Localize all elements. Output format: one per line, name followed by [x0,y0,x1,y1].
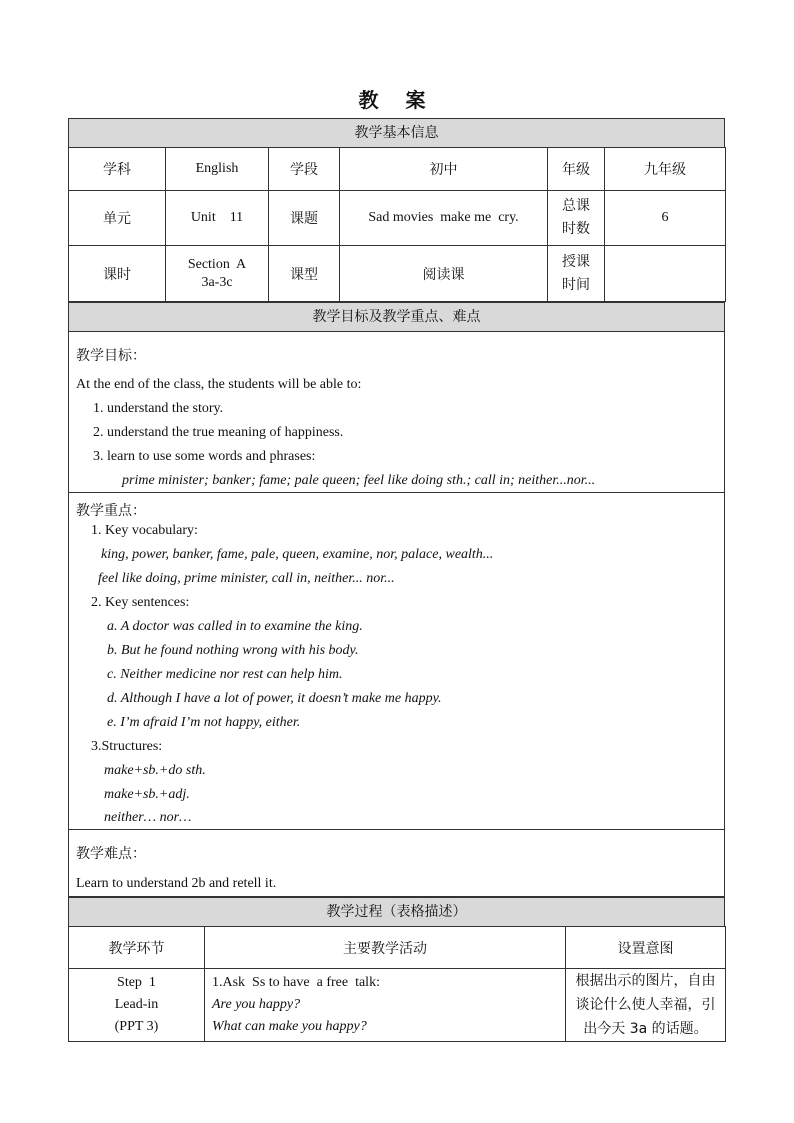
step-ppt: (PPT 3) [114,1019,159,1034]
stage-label: 学段 [269,148,340,191]
basic-info-header: 教学基本信息 [68,118,725,148]
topic-label: 课题 [269,191,340,246]
goal-item-2: 2. understand the true meaning of happiness. [93,425,344,440]
goal-label: 教学目标： [76,348,146,364]
total-hours-label [548,191,605,246]
unit-value: Unit 11 [166,191,269,246]
grade-label: 年级 [548,148,605,191]
total-hours-label-line2: 时数 [562,221,590,237]
goal-item-1: 1. understand the story. [93,401,224,416]
col-activity-header: 主要教学活动 [205,927,566,969]
activity-line-2: Are you happy? [212,997,301,1012]
topic-value: Sad movies make me cry. [340,191,548,246]
vocab-line-1: king, power, banker, fame, pale, queen, examine, nor, palace, wealth... [101,547,494,562]
difficulty-label: 教学难点： [76,846,146,862]
subject-label: 学科 [69,148,166,191]
step-cell [69,969,205,1042]
teaching-time-value [605,246,726,302]
activity-cell [205,969,566,1042]
structure-2: make+sb.+adj. [104,787,190,802]
structures-label: 3.Structures: [91,739,163,754]
objectives-section [68,331,725,493]
sentence-a: a. A doctor was called in to examine the king. [107,619,363,634]
lesson-type-value: 阅读课 [340,246,548,302]
subject-value: English [166,148,269,191]
key-points-label: 教学重点： [76,503,146,519]
sentences-label: 2. Key sentences: [91,595,190,610]
period-line2: 3a-3c [201,274,233,290]
step-name: Lead-in [114,997,159,1012]
total-hours-value: 6 [605,191,726,246]
key-points-section [68,492,725,830]
process-table [68,926,726,1042]
objectives-header: 教学目标及教学重点、难点 [68,302,725,332]
difficulty-section [68,829,725,897]
goal-intro: At the end of the class, the students will be able to: [76,377,362,392]
teaching-time-label [548,246,605,302]
step-number: Step 1 [117,975,156,990]
activity-line-1: 1.Ask Ss to have a free talk: [212,975,380,990]
period-line1: Section A [187,256,247,272]
document-title: 教 案 [358,88,436,112]
teaching-time-label-line2: 时间 [562,276,590,293]
difficulty-text: Learn to understand 2b and retell it. [76,876,277,891]
total-hours-label-line1: 总课 [562,198,590,214]
structure-1: make+sb.+do sth. [104,763,206,778]
period-value [166,246,269,302]
vocab-line-2: feel like doing, prime minister, call in, neither... nor... [98,571,395,586]
unit-label: 单元 [69,191,166,246]
goal-item-3: 3. learn to use some words and phrases: [93,449,316,464]
sentence-c: c. Neither medicine nor rest can help him. [107,667,343,682]
sentence-d: d. Although I have a lot of power, it doesn’t make me happy. [107,691,442,706]
col-step-header: 教学环节 [69,927,205,969]
activity-line-3: What can make you happy? [212,1019,367,1034]
goal-phrases: prime minister; banker; fame; pale queen; feel like doing sth.; call in; neither...nor... [122,473,596,488]
structure-3: neither… nor… [104,810,192,825]
sentence-e: e. I’m afraid I’m not happy, either. [107,715,301,730]
process-header: 教学过程（表格描述） [68,897,725,927]
col-intent-header: 设置意图 [566,927,726,969]
intent-cell: 根据出示的图片，自由谈论什么使人幸福，引出今天 3a 的话题。 [566,969,726,1042]
period-label: 课时 [69,246,166,302]
grade-value: 九年级 [605,148,726,191]
lesson-type-label: 课型 [269,246,340,302]
teaching-time-label-line1: 授课 [562,253,590,270]
basic-info-table [68,147,726,302]
stage-value: 初中 [340,148,548,191]
sentence-b: b. But he found nothing wrong with his body. [107,643,359,658]
vocab-label: 1. Key vocabulary: [91,523,198,538]
